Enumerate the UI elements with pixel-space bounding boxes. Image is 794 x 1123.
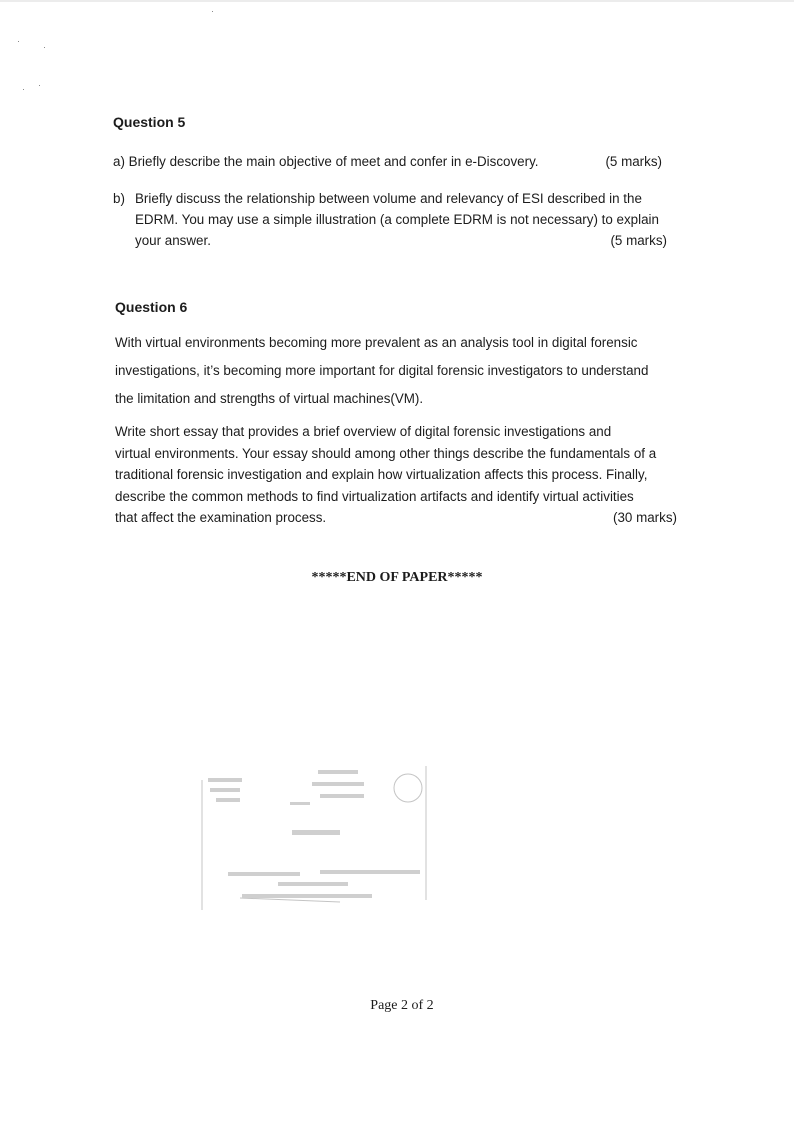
scan-speck: · [17, 36, 20, 46]
scan-edge-line [0, 0, 794, 2]
question-5b-marks: (5 marks) [610, 233, 667, 248]
question-5a-marks: (5 marks) [605, 154, 662, 169]
question-5a [113, 151, 662, 172]
question-5b-line: Briefly discuss the relationship between volume and relevancy of ESI described in the [135, 191, 642, 206]
question-5b-label: b) [113, 191, 125, 206]
question-5a-text [113, 151, 539, 172]
question-6-title: Question 6 [115, 299, 188, 315]
end-of-paper: *****END OF PAPER***** [311, 570, 483, 585]
question-6-intro [115, 329, 695, 413]
question-6-task-line: virtual environments. Your essay should among other things describe the fundamentals of a [115, 445, 657, 461]
question-6-intro-line: investigations, it’s becoming more important for digital forensic investigators to understand [115, 363, 649, 378]
question-5-title: Question 5 [113, 114, 186, 130]
question-6-marks: (30 marks) [613, 510, 677, 525]
question-5b-line: EDRM. You may use a simple illustration (a complete EDRM is not necessary) to explain [135, 212, 659, 227]
question-6-task [115, 421, 677, 529]
scan-speck: · [38, 80, 41, 90]
question-5a-label: a) [113, 154, 125, 169]
page-number-footer: Page 2 of 2 [370, 998, 434, 1013]
scan-speck: · [22, 84, 25, 94]
question-5a-body: Briefly describe the main objective of meet and confer in e-Discovery. [128, 154, 539, 169]
scan-speck: · [211, 6, 214, 16]
faded-stamp-icon [200, 760, 428, 910]
question-6-intro-line: With virtual environments becoming more prevalent as an analysis tool in digital forensic [115, 335, 638, 350]
question-6-task-line: Write short essay that provides a brief overview of digital forensic investigations and [115, 424, 612, 439]
question-6-task-line: describe the common methods to find virtualization artifacts and identify virtual activities [115, 488, 634, 504]
question-6-intro-line: the limitation and strengths of virtual machines(VM). [115, 391, 424, 406]
question-5b [113, 188, 667, 251]
scan-speck: · [43, 42, 46, 52]
question-6-task-line: that affect the examination process. [115, 510, 327, 525]
question-6-task-line: traditional forensic investigation and explain how virtualization affects this process. Finally, [115, 467, 648, 482]
question-5b-line: your answer. [135, 233, 211, 248]
